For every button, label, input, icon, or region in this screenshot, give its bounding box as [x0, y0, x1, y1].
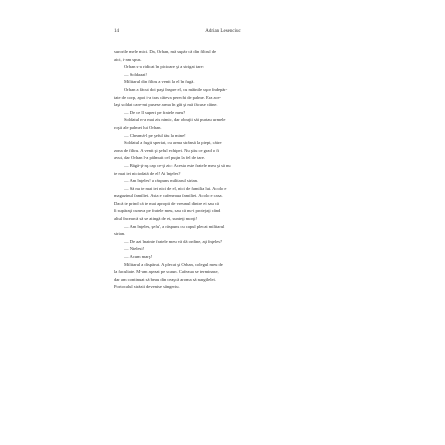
text-line: Soldatul n-a mai zis nimic, dar obrajii săi purtau urmele — [124, 117, 226, 123]
text-line: — Băgă-ţi-aş cap ce-ţi zic: Acesta este fratele meu şi să nu — [124, 162, 231, 168]
text-line: — De ce îl superi pe fratele meu? — [124, 109, 186, 115]
running-title: Adrian Lesenciuc — [205, 29, 241, 34]
text-line: la facultate. M-am aşezat pe scaun. Cafeaua se terminase, — [114, 269, 219, 275]
text-line: altul încearcă să se atingă de ei, sunteţi morţi! — [114, 216, 198, 222]
text-line: sirian. — [114, 231, 126, 237]
text-line: dar am continuat să beau din ceaşcă aroma să nargilelei. — [114, 276, 216, 282]
text-line: Dacă te prind că te mai apropii de vreunul dintre ei sau că — [114, 200, 219, 206]
text-line: avut, dar Orhan l-a pălmuit cel puţin la fel de tare. — [114, 155, 206, 161]
body-text — [114, 48, 332, 291]
text-line: surorile mele mici. Da, Orhan, mă supăr că din filtrul de — [114, 49, 217, 54]
text-line: — Acum marş! — [124, 254, 153, 260]
text-line: zona de filtru. A venit şi şeful echipei. Nu ştiu ce grad o fi — [114, 147, 220, 153]
text-line: Orhan a făcut doi paşi înspre el, cu mâinile uşor îndepăr- — [124, 86, 228, 92]
text-line: aici, i-am spus. — [114, 56, 142, 62]
text-line: te mai iei niciodată de el! Ai înţeles? — [114, 170, 181, 176]
text-line: Portocalul străzii devenise sângeriu. — [114, 284, 180, 290]
text-line: — Soldaaat! — [124, 71, 147, 77]
text-line: — Am înţeles, şefu', a răspuns cu capul plecat militarul — [124, 223, 225, 229]
text-line: îi supăraţi cumva pe fratele meu, sau că nu-i protejaţi când — [114, 208, 221, 214]
text-line: Soldatul a fugit speriat, cu arma strânsă la piept, către — [124, 140, 222, 146]
text-line: magazinul familiei. Asta e cafeneaua familiei. Acolo e casa. — [114, 193, 223, 199]
text-line: Militarul din filtru a venit la el în fugă. — [124, 79, 195, 85]
text-line: — De azi înainte fratele meu vă dă ordine, aţi înţeles? — [124, 238, 223, 244]
text-line: Militarul a dispărut. A plecat şi Orhan, colegul meu de — [124, 261, 223, 267]
text-line: — Ntelesi! — [124, 246, 145, 252]
text-line: — Cheamă-l pe şeful tău la mine! — [124, 132, 186, 138]
page-header — [114, 27, 332, 37]
text-line: — Să nu te mai iei nici de el, nici de familia lui. Acolo e — [124, 185, 227, 191]
text-line: Orhan s-a ridicat în picioare şi a strigat tare: — [124, 64, 204, 70]
page-number: 14 — [114, 29, 119, 34]
text-line: laşi soldat care-mi pusese arma în gât şi mă făcuse câine. — [114, 102, 218, 108]
text-line: — Am înţeles! a răspuns militarul sirian. — [124, 178, 199, 184]
text-line: roşii ale palmei lui Orhan. — [114, 124, 162, 130]
text-line: tate de corp, apoi i-a tras câteva perechi de palme. Era ace- — [114, 94, 222, 100]
